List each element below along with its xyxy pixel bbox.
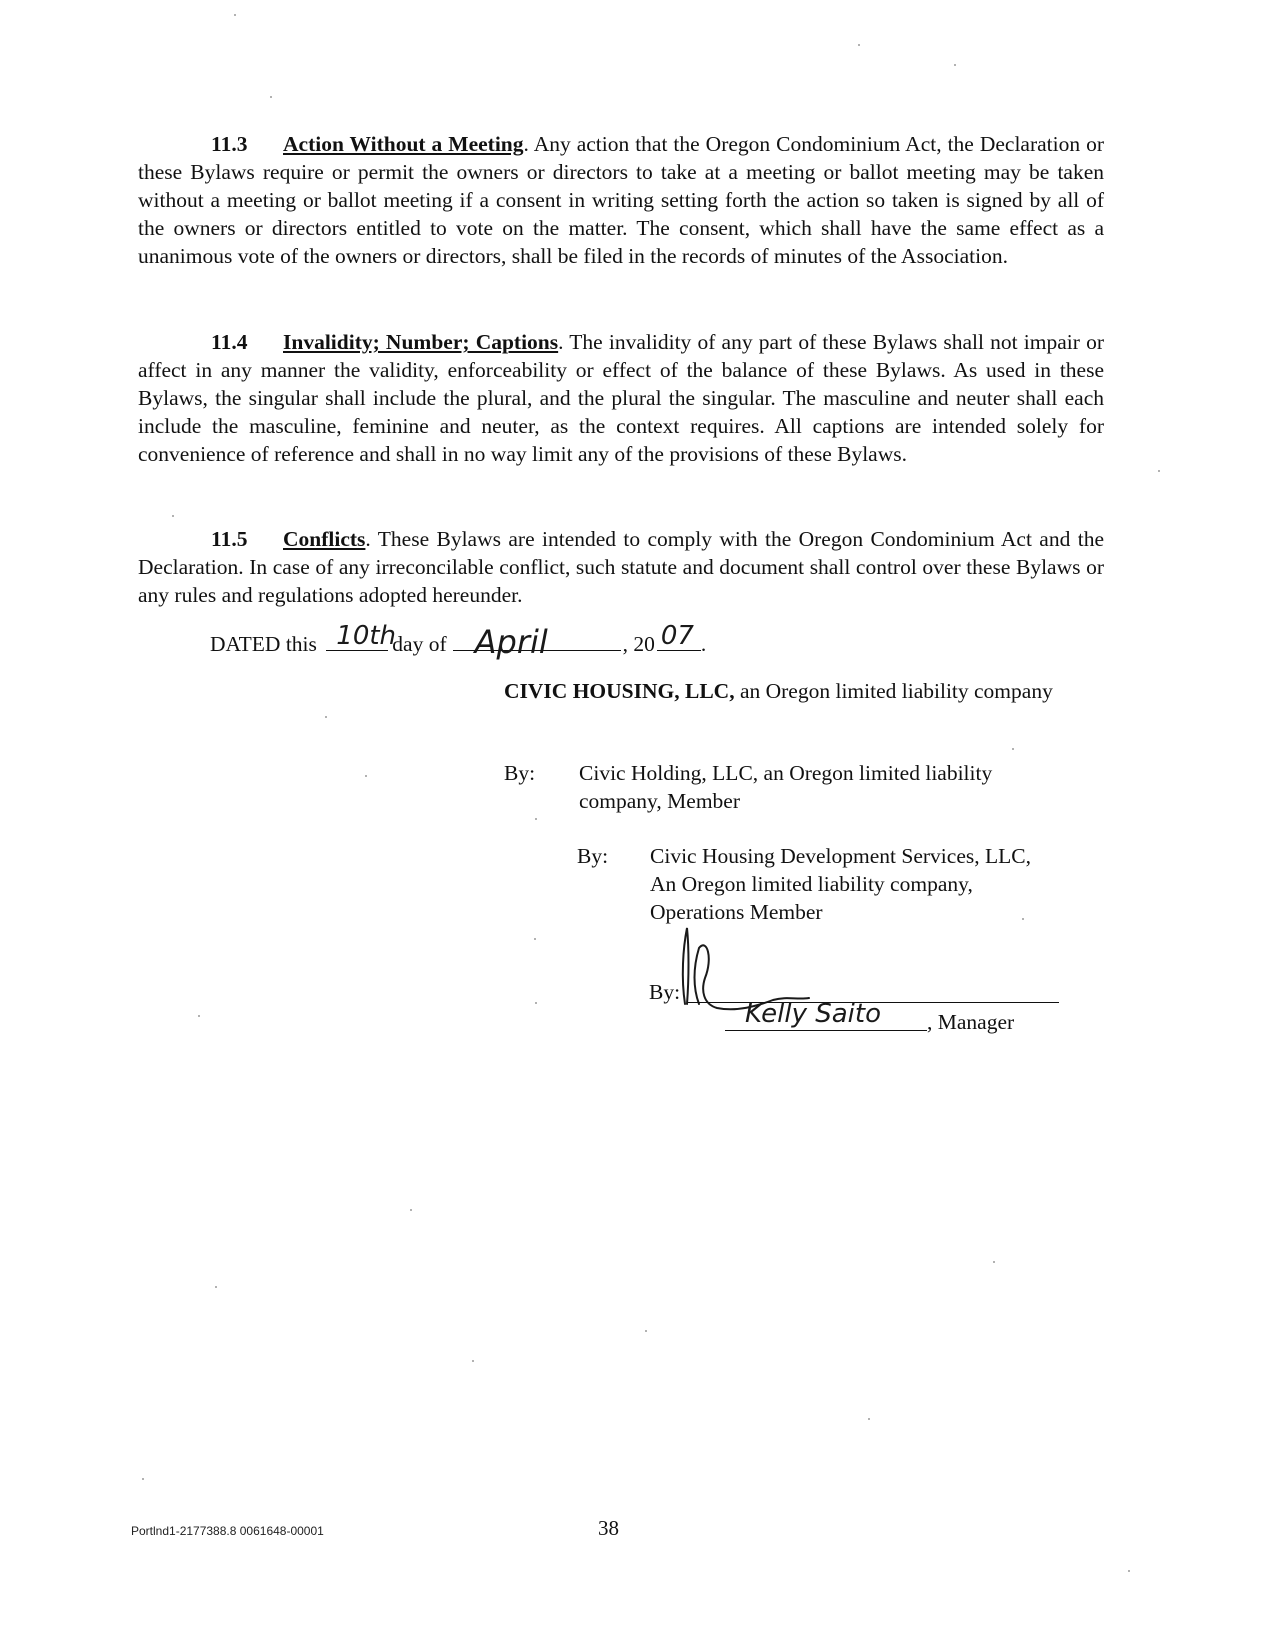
entity-description: an Oregon limited liability company: [734, 679, 1053, 703]
scan-speck: [365, 775, 367, 777]
scan-speck: [234, 14, 236, 16]
operations-member-by-row: [577, 842, 1077, 932]
scan-speck: [993, 1261, 995, 1263]
scan-speck: [535, 1002, 537, 1004]
entity-name: CIVIC HOUSING, LLC,: [504, 679, 735, 703]
page-number: 38: [598, 1516, 619, 1540]
scan-speck: [142, 1478, 144, 1480]
scan-speck: [645, 1330, 647, 1332]
dated-line: [210, 621, 707, 661]
entity-name-block: [504, 677, 1064, 705]
document-id: Portlnd1-2177388.8 0061648-00001: [131, 1524, 324, 1538]
scan-speck: [858, 44, 860, 46]
scan-speck: [868, 1418, 870, 1420]
scan-speck: [1128, 1570, 1130, 1572]
section-number: 11.3: [211, 132, 248, 156]
section-body: . The invalidity of any part of these Bylaws shall not impair or affect in any manner the validity, enforceability or effect of the balance of these Bylaws. As used in these Bylaws, the singular shall include the plural, and the plural the singular. The masculine and neuter shall each include the masculine, feminine and neuter, as the context requires. All captions are intended solely for convenience of reference and shall in no way limit any of the provisions of these Bylaws.: [138, 330, 1104, 466]
scan-speck: [198, 1015, 200, 1017]
section-number: 11.5: [211, 527, 248, 551]
section-number: 11.4: [211, 330, 248, 354]
signer-title: , Manager: [927, 1010, 1015, 1034]
by-label: By:: [577, 844, 609, 868]
day-blank: [326, 621, 397, 651]
section-body: . These Bylaws are intended to comply with the Oregon Condominium Act and the Declaration. In case of any irreconcilable conflict, such statute and document shall control over these Bylaws or any rules and regulations adopted hereunder.: [138, 527, 1104, 607]
by-label: By:: [504, 761, 536, 785]
section-body: . Any action that the Oregon Condominium Act, the Declaration or these Bylaws require or permit the owners or directors to take at a meeting or ballot meeting may be taken without a meeting or ballot meeting if a consent in writing setting forth the action so taken is signed by all of the owners or directors entitled to vote on the matter. The consent, which shall have the same effect as a unanimous vote of the owners or directors, shall be filed in the records of minutes of the Association.: [138, 132, 1104, 268]
section-caption: Conflicts: [283, 527, 366, 551]
dated-suffix: .: [700, 632, 707, 656]
scan-speck: [1022, 918, 1024, 920]
operations-member-entity: Civic Housing Development Services, LLC, An Oregon limited liability company, Operations Member: [650, 844, 1031, 924]
handwritten-day: 10th: [336, 621, 397, 651]
scan-speck: [1012, 748, 1014, 750]
scan-speck: [270, 96, 272, 98]
member-entity: Civic Holding, LLC, an Oregon limited liability company, Member: [579, 761, 993, 813]
signer-row: [649, 978, 1099, 1048]
scan-speck: [954, 64, 956, 66]
scan-speck: [535, 818, 537, 820]
name-line: [725, 1030, 927, 1031]
scan-speck: [215, 1286, 217, 1288]
handwritten-printed-name: Kelly Saito: [745, 999, 881, 1029]
member-by-row: [504, 759, 1064, 819]
signer-by-label: By:: [649, 980, 681, 1004]
handwritten-month: April: [474, 623, 548, 661]
scan-speck: [172, 515, 174, 517]
scan-speck: [472, 1360, 474, 1362]
section-11-5: [138, 525, 1104, 609]
month-blank: [453, 623, 621, 661]
year-blank: [657, 621, 701, 651]
year-prefix: , 20: [622, 632, 655, 656]
scan-speck: [1158, 470, 1160, 472]
handwritten-year: 07: [660, 621, 694, 651]
section-11-4: [138, 328, 1104, 468]
section-caption: Invalidity; Number; Captions: [283, 330, 559, 354]
day-of-label: day of: [392, 632, 447, 656]
scan-speck: [325, 716, 327, 718]
scan-speck: [410, 1209, 412, 1211]
dated-prefix: DATED this: [210, 632, 317, 656]
scan-speck: [534, 938, 536, 940]
section-11-3: [138, 130, 1104, 270]
section-caption: Action Without a Meeting: [283, 132, 524, 156]
